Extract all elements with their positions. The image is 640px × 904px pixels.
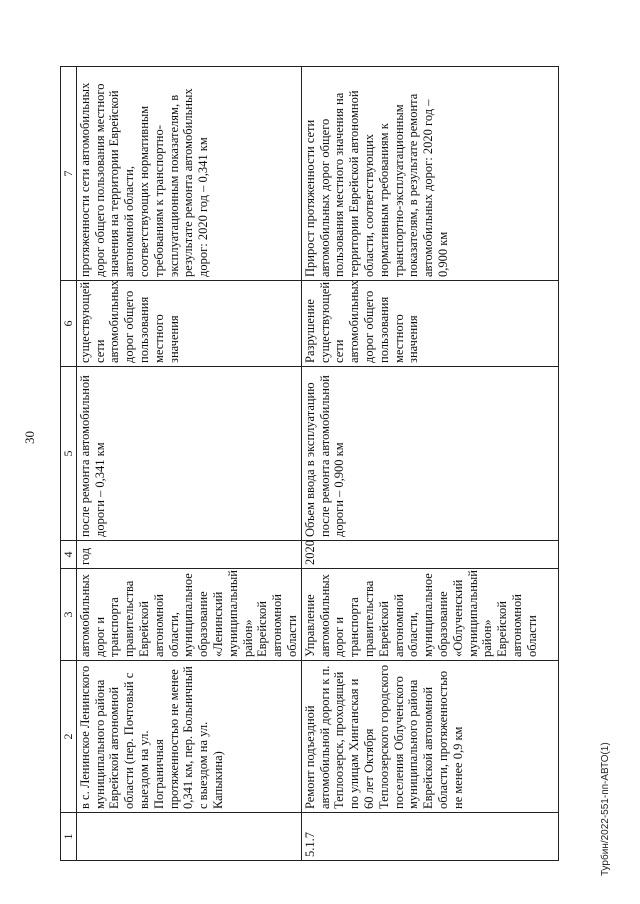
cell-year: год <box>76 541 301 569</box>
cell-result: протяженности сети автомобильных дорог общего пользования местного значения на территории Еврейской автономной области, соответствующих нормативным требованиям к транспортно-эксплуатационным показателям, в результате ремонта автомобильных дорог: 2020 год – 0,341 км <box>76 67 301 281</box>
header-col-5: 5 <box>61 367 77 541</box>
cell-indicator: Объем ввода в эксплуатацию после ремонта автомобильной дороги – 0,900 км <box>301 367 558 541</box>
table-row <box>301 67 558 861</box>
header-col-7: 7 <box>61 67 77 281</box>
header-col-6: 6 <box>61 281 77 367</box>
header-col-1: 1 <box>61 813 77 861</box>
header-col-2: 2 <box>61 661 77 813</box>
program-table <box>60 66 559 861</box>
table-row <box>76 67 301 861</box>
cell-consequence: Разрушение существующей сети автомобильных дорог общего пользования местного значения <box>301 281 558 367</box>
cell-responsible: автомобильных дорог и транспорта правительства Еврейской автономной области, муниципальное образование «Ленинский муниципальный район» Еврейской автономной области <box>76 569 301 661</box>
table-header-row <box>61 67 77 861</box>
cell-responsible: Управление автомобильных дорог и транспорта правительства Еврейской автономной области, муниципальное образование «Облученский муниципальный район» Еврейской автономной области <box>301 569 558 661</box>
cell-measure-name: в с. Ленинское Ленинского муниципального района Еврейской автономной области (пер. Почтовый с выездом на ул. Пограничная протяженностью не менее 0,341 км, пер. Больничный с выездом на ул. Капыкина) <box>76 661 301 813</box>
cell-measure-name: Ремонт подъездной автомобильной дороги к п. Теплоозерск, проходящей по улицам Хинганская и 60 лет Октября Теплоозерского городского поселения Облученского муниципального района Еврейской автономной области, протяженностью не менее 0,9 км <box>301 661 558 813</box>
cell-number <box>76 813 301 861</box>
cell-number: 5.1.7 <box>301 813 558 861</box>
cell-year: 2020 <box>301 541 558 569</box>
page-number: 30 <box>22 431 37 444</box>
cell-consequence: существующей сети автомобильных дорог общего пользования местного значения <box>76 281 301 367</box>
document-code: Турбин/2022-551-пп-АВТО(1) <box>600 742 611 876</box>
cell-result: Прирост протяженности сети автомобильных дорог общего пользования местного значения на территории Еврейской автономной области, соответствующих нормативным требованиям к транспортно-эксплуатационным показателям, в результате ремонта автомобильных дорог: 2020 год – 0,900 км <box>301 67 558 281</box>
header-col-3: 3 <box>61 569 77 661</box>
cell-indicator: после ремонта автомобильной дороги – 0,341 км <box>76 367 301 541</box>
rotated-table-container <box>60 67 544 861</box>
header-col-4: 4 <box>61 541 77 569</box>
